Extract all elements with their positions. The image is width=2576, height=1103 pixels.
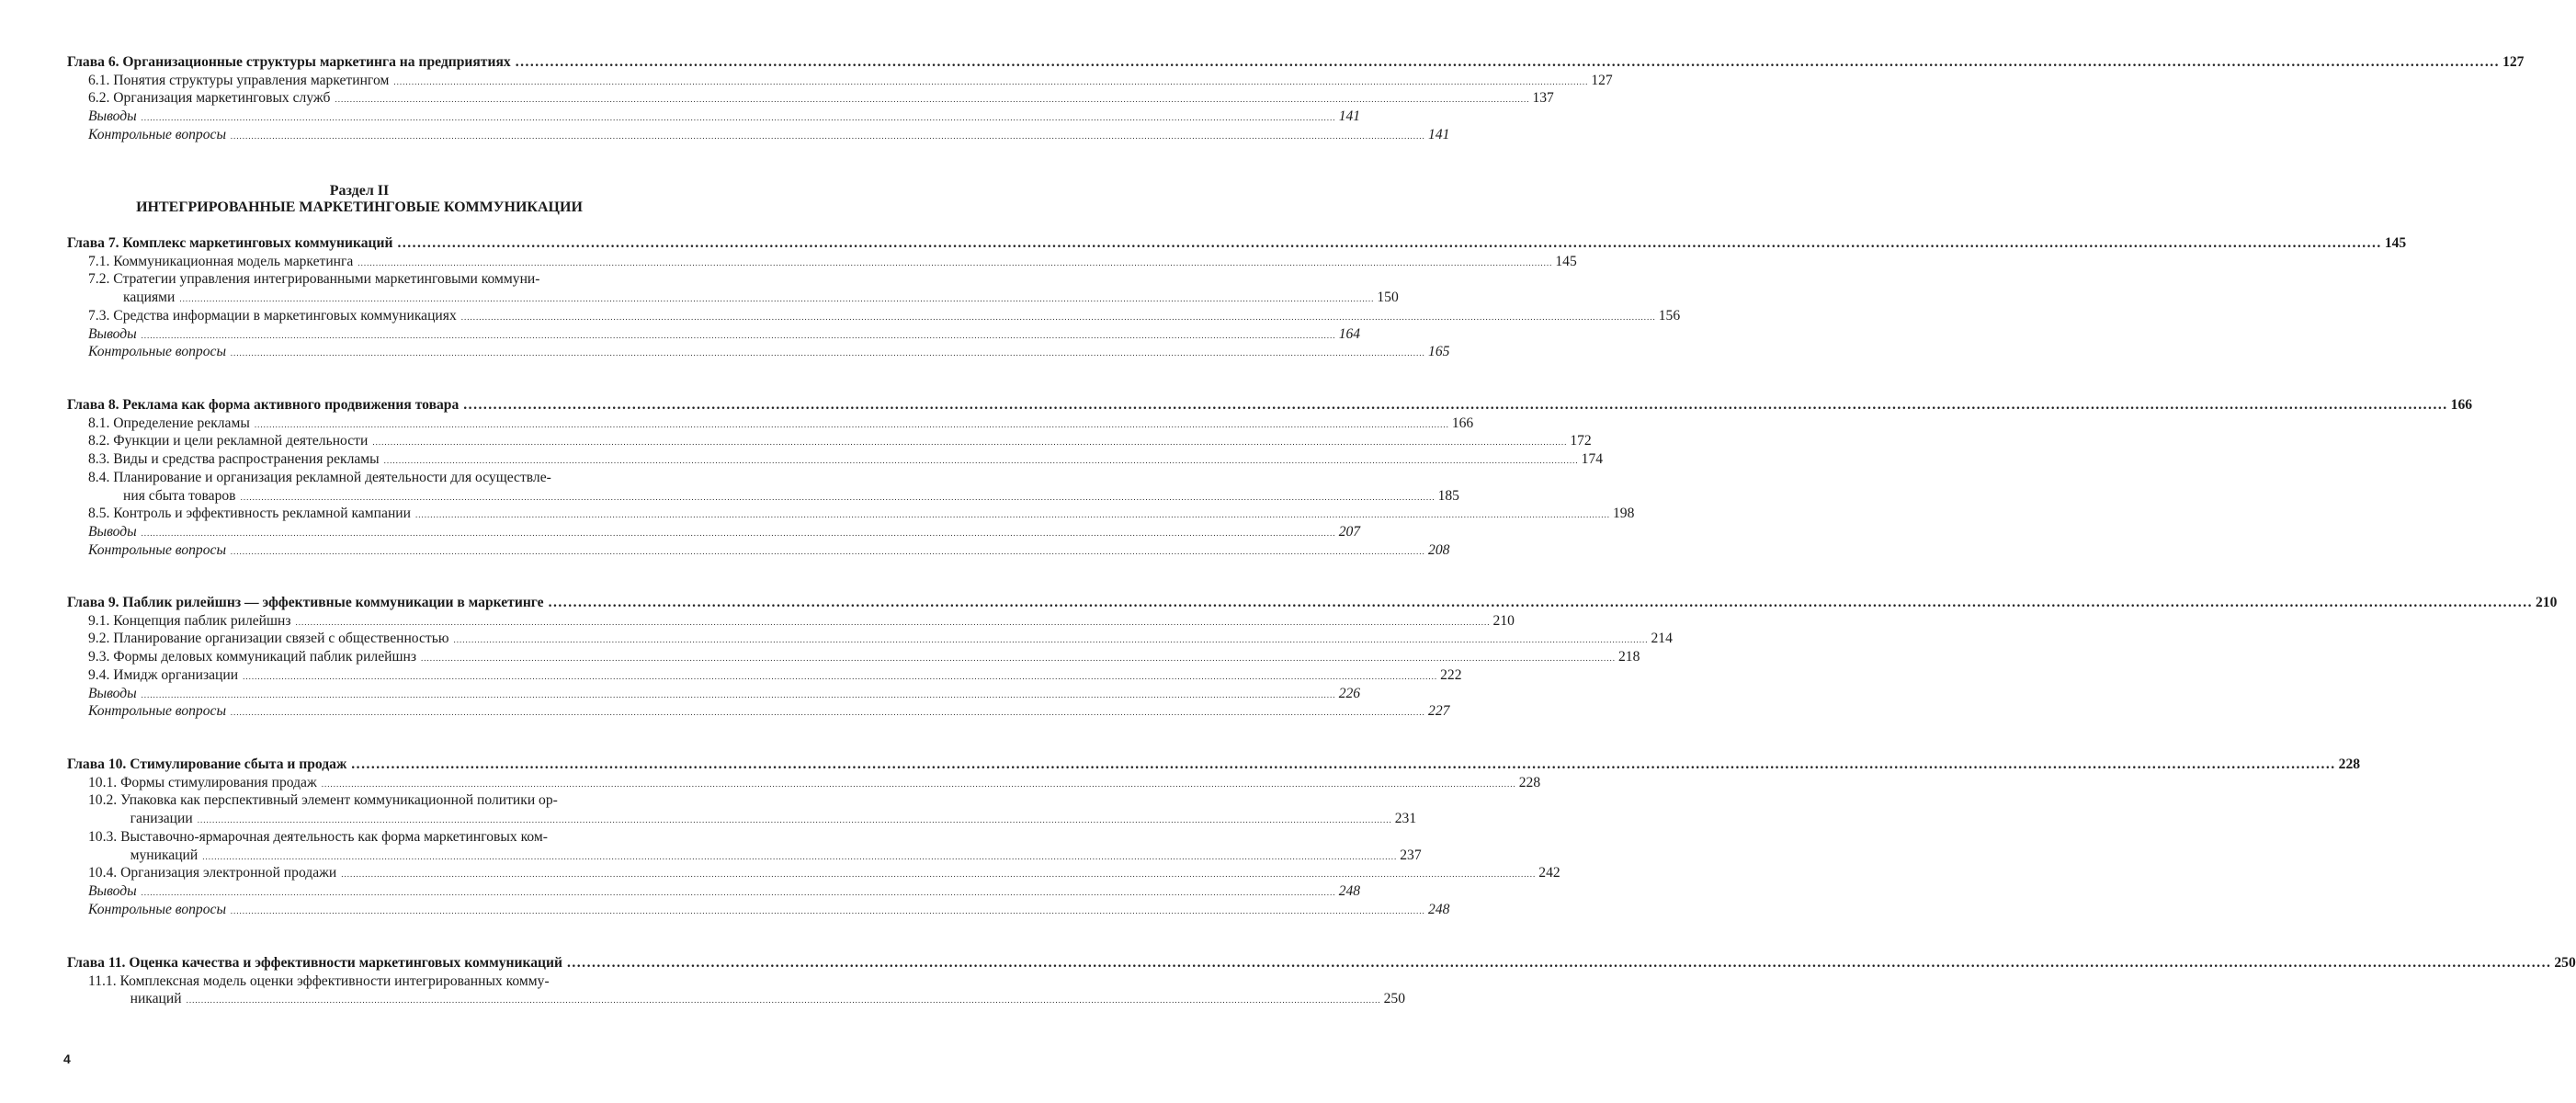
chapter-entry[interactable] xyxy=(67,594,2558,612)
page-number-ref: 145 xyxy=(1555,253,1577,269)
summary-entry[interactable] xyxy=(88,126,1450,144)
chapter-entry[interactable] xyxy=(67,396,2473,415)
entry-title: Выводы xyxy=(88,523,137,540)
entry-title: Глава 11. Оценка качества и эффективности маркетинговых коммуникаций xyxy=(67,955,562,971)
dot-leader: ................................................................................................................................................................................................................................................................................................................................................................................................................ xyxy=(231,546,1426,556)
section-entry-continuation[interactable] xyxy=(123,487,1459,506)
section-entry[interactable] xyxy=(88,415,1474,433)
section-entry[interactable] xyxy=(88,450,1604,469)
entry-title: 7.1. Коммуникационная модель маркетинга xyxy=(88,253,354,269)
chapter-entry[interactable] xyxy=(67,954,2576,972)
summary-entry[interactable] xyxy=(88,108,1361,126)
page-number-ref: 227 xyxy=(1428,703,1450,720)
dot-leader: ................................................................................................................................................................................................................................................................................................................................................................................................................ xyxy=(357,257,1553,267)
page-number-ref: 166 xyxy=(2450,397,2473,413)
dot-leader: ................................................................................................................................................................................................................................................................................................................................................................................................................ xyxy=(460,312,1656,322)
chapter-entry[interactable] xyxy=(67,53,2525,72)
dot-leader: ................................................................................................................................................................................................................................................................................................................................................................................................................ xyxy=(397,235,2382,251)
dot-leader: ................................................................................................................................................................................................................................................................................................................................................................................................................ xyxy=(421,654,1616,664)
entry-title: 8.2. Функции и цели рекламной деятельности xyxy=(88,433,369,449)
section-entry-first-line[interactable]: 10.3. Выставочно-ярмарочная деятельность как форма маркетинговых ком- xyxy=(88,828,548,845)
chapter-entry[interactable] xyxy=(67,234,2407,253)
entry-title: никаций xyxy=(130,991,182,1007)
section-entry[interactable] xyxy=(88,666,1462,685)
summary-entry[interactable] xyxy=(88,325,1361,344)
chapter-entry[interactable] xyxy=(67,756,2361,774)
entry-title: 10.4. Организация электронной продажи xyxy=(88,865,337,881)
entry-title: 6.2. Организация маркетинговых служб xyxy=(88,90,331,107)
dot-leader: ................................................................................................................................................................................................................................................................................................................................................................................................................ xyxy=(141,113,1336,123)
entry-title: Выводы xyxy=(88,108,137,125)
page-number-ref: 248 xyxy=(1428,901,1450,917)
dot-leader: ................................................................................................................................................................................................................................................................................................................................................................................................................ xyxy=(231,348,1426,358)
page-number-ref: 172 xyxy=(1570,433,1592,449)
page-number-ref: 207 xyxy=(1338,523,1361,540)
dot-leader: ................................................................................................................................................................................................................................................................................................................................................................................................................ xyxy=(295,617,1491,627)
entry-title: муникаций xyxy=(130,847,199,863)
page-number-ref: 141 xyxy=(1428,126,1450,142)
summary-entry[interactable] xyxy=(88,901,1450,919)
entry-title: 6.1. Понятия структуры управления маркетингом xyxy=(88,72,390,88)
section-entry[interactable] xyxy=(88,89,1554,108)
page-number-ref: 137 xyxy=(1532,90,1554,107)
page-number-ref: 166 xyxy=(1451,415,1474,431)
page-number-ref: 231 xyxy=(1394,811,1417,827)
summary-entry[interactable] xyxy=(88,541,1450,560)
entry-title: Контрольные вопросы xyxy=(88,901,227,917)
section-entry[interactable] xyxy=(88,774,1541,792)
section-entry[interactable] xyxy=(88,72,1613,90)
section-entry[interactable] xyxy=(88,505,1635,523)
summary-entry[interactable] xyxy=(88,523,1361,541)
page-number-ref: 250 xyxy=(1383,991,1405,1007)
dot-leader: ................................................................................................................................................................................................................................................................................................................................................................................................................ xyxy=(548,595,2533,610)
dot-leader: ................................................................................................................................................................................................................................................................................................................................................................................................................ xyxy=(141,689,1336,699)
dot-leader: ................................................................................................................................................................................................................................................................................................................................................................................................................ xyxy=(202,851,1398,861)
section-entry-continuation[interactable] xyxy=(130,847,1422,865)
entry-title: Контрольные вопросы xyxy=(88,126,227,142)
section-entry[interactable] xyxy=(88,432,1592,450)
dot-leader: ................................................................................................................................................................................................................................................................................................................................................................................................................ xyxy=(141,330,1336,340)
page-number-ref: 156 xyxy=(1658,307,1681,324)
dot-leader: ................................................................................................................................................................................................................................................................................................................................................................................................................ xyxy=(231,708,1426,718)
page-number-ref: 145 xyxy=(2384,235,2407,251)
entry-title: 9.1. Концепция паблик рилейшнз xyxy=(88,612,291,629)
page-number-ref: 237 xyxy=(1400,847,1422,863)
entry-title: Глава 6. Организационные структуры маркетинга на предприятиях xyxy=(67,54,511,70)
entry-title: Контрольные вопросы xyxy=(88,344,227,360)
page-number-ref: 185 xyxy=(1437,487,1459,504)
dot-leader: ................................................................................................................................................................................................................................................................................................................................................................................................................ xyxy=(141,887,1336,897)
page-number-ref: 208 xyxy=(1428,541,1450,558)
page-number-ref: 228 xyxy=(2338,756,2361,772)
page-number-ref: 141 xyxy=(1338,108,1361,125)
page-number-ref: 198 xyxy=(1612,506,1635,522)
entry-title: 9.3. Формы деловых коммуникаций паблик рилейшнз xyxy=(88,649,416,665)
section-entry-first-line[interactable]: 7.2. Стратегии управления интегрированными маркетинговыми коммуни- xyxy=(88,271,540,288)
entry-title: 7.3. Средства информации в маркетинговых коммуникациях xyxy=(88,307,457,324)
page-number-ref: 218 xyxy=(1618,649,1640,665)
entry-title: ганизации xyxy=(130,811,193,827)
dot-leader: ................................................................................................................................................................................................................................................................................................................................................................................................................ xyxy=(383,456,1579,466)
dot-leader: ................................................................................................................................................................................................................................................................................................................................................................................................................ xyxy=(321,779,1516,789)
section-entry-first-line[interactable]: 10.2. Упаковка как перспективный элемент коммуникационной политики ор- xyxy=(88,792,558,809)
section-entry-first-line[interactable]: 8.4. Планирование и организация рекламной деятельности для осуществле- xyxy=(88,469,551,485)
entry-title: Контрольные вопросы xyxy=(88,703,227,720)
entry-title: 8.1. Определение рекламы xyxy=(88,415,250,431)
page-number-ref: 242 xyxy=(1538,865,1560,881)
dot-leader: ................................................................................................................................................................................................................................................................................................................................................................................................................ xyxy=(335,95,1530,105)
summary-entry[interactable] xyxy=(88,702,1450,721)
page-number-ref: 210 xyxy=(1492,612,1515,629)
entry-title: Контрольные вопросы xyxy=(88,541,227,558)
page-number-ref: 165 xyxy=(1428,344,1450,360)
dot-leader: ................................................................................................................................................................................................................................................................................................................................................................................................................ xyxy=(566,955,2552,971)
page-number: 4 xyxy=(63,1052,71,1066)
section-entry[interactable] xyxy=(88,630,1673,648)
entry-title: Глава 10. Стимулирование сбыта и продаж xyxy=(67,756,347,772)
entry-title: 9.2. Планирование организации связей с общественностью xyxy=(88,631,449,647)
entry-title: 10.1. Формы стимулирования продаж xyxy=(88,774,317,790)
entry-title: кациями xyxy=(123,290,176,306)
dot-leader: ................................................................................................................................................................................................................................................................................................................................................................................................................ xyxy=(254,419,1449,429)
section-entry[interactable] xyxy=(88,864,1560,882)
dot-leader: ................................................................................................................................................................................................................................................................................................................................................................................................................ xyxy=(179,294,1375,304)
page-number-ref: 127 xyxy=(2502,54,2525,70)
dot-leader: ................................................................................................................................................................................................................................................................................................................................................................................................................ xyxy=(372,438,1568,448)
section-entry[interactable] xyxy=(88,307,1681,325)
entry-title: ния сбыта товаров xyxy=(123,487,236,504)
entry-title: 8.5. Контроль и эффективность рекламной кампании xyxy=(88,506,411,522)
page-number-ref: 248 xyxy=(1338,882,1361,899)
dot-leader: ................................................................................................................................................................................................................................................................................................................................................................................................................ xyxy=(414,510,1610,520)
dot-leader: ................................................................................................................................................................................................................................................................................................................................................................................................................ xyxy=(141,528,1336,538)
page-number-ref: 174 xyxy=(1581,451,1604,468)
entry-title: Глава 7. Комплекс маркетинговых коммуникаций xyxy=(67,235,393,251)
section-entry[interactable] xyxy=(88,612,1515,631)
dot-leader: ................................................................................................................................................................................................................................................................................................................................................................................................................ xyxy=(231,131,1426,141)
dot-leader: ................................................................................................................................................................................................................................................................................................................................................................................................................ xyxy=(453,635,1649,645)
section-label: Раздел II xyxy=(329,183,390,199)
summary-entry[interactable] xyxy=(88,882,1361,901)
entry-title: Глава 8. Реклама как форма активного продвижения товара xyxy=(67,397,460,413)
page-number-ref: 127 xyxy=(1591,72,1613,88)
page-number-ref: 210 xyxy=(2535,595,2558,610)
entry-title: 8.3. Виды и средства распространения рекламы xyxy=(88,451,380,468)
dot-leader: ................................................................................................................................................................................................................................................................................................................................................................................................................ xyxy=(243,671,1438,681)
entry-title: 9.4. Имидж организации xyxy=(88,666,239,683)
section-title: ИНТЕГРИРОВАННЫЕ МАРКЕТИНГОВЫЕ КОММУНИКАЦИИ xyxy=(136,199,583,215)
entry-title: Выводы xyxy=(88,685,137,701)
dot-leader: ................................................................................................................................................................................................................................................................................................................................................................................................................ xyxy=(197,815,1392,825)
dot-leader: ................................................................................................................................................................................................................................................................................................................................................................................................................ xyxy=(393,76,1589,86)
dot-leader: ................................................................................................................................................................................................................................................................................................................................................................................................................ xyxy=(351,756,2336,772)
entry-title: Глава 9. Паблик рилейшнз — эффективные коммуникации в маркетинге xyxy=(67,595,544,610)
dot-leader: ................................................................................................................................................................................................................................................................................................................................................................................................................ xyxy=(186,995,1381,1006)
dot-leader: ................................................................................................................................................................................................................................................................................................................................................................................................................ xyxy=(341,870,1537,880)
page-number-ref: 226 xyxy=(1338,685,1361,701)
section-entry[interactable] xyxy=(88,253,1577,271)
page-number-ref: 222 xyxy=(1440,666,1462,683)
page-number-ref: 214 xyxy=(1651,631,1673,647)
section-entry-continuation[interactable] xyxy=(130,810,1417,828)
entry-title: Выводы xyxy=(88,325,137,342)
page-number-ref: 250 xyxy=(2554,955,2576,971)
section-entry-first-line[interactable]: 11.1. Комплексная модель оценки эффективности интегрированных комму- xyxy=(88,972,550,989)
section-entry[interactable] xyxy=(88,648,1640,666)
summary-entry[interactable] xyxy=(88,685,1361,703)
dot-leader: ................................................................................................................................................................................................................................................................................................................................................................................................................ xyxy=(240,492,1436,502)
dot-leader: ................................................................................................................................................................................................................................................................................................................................................................................................................ xyxy=(231,905,1426,915)
section-entry-continuation[interactable] xyxy=(130,990,1405,1008)
section-entry-continuation[interactable] xyxy=(123,289,1399,307)
dot-leader: ................................................................................................................................................................................................................................................................................................................................................................................................................ xyxy=(515,54,2501,70)
page-number-ref: 164 xyxy=(1338,325,1361,342)
entry-title: Выводы xyxy=(88,882,137,899)
page-number-ref: 150 xyxy=(1377,290,1399,306)
page-number-ref: 228 xyxy=(1518,774,1541,790)
summary-entry[interactable] xyxy=(88,343,1450,361)
dot-leader: ................................................................................................................................................................................................................................................................................................................................................................................................................ xyxy=(463,397,2448,413)
